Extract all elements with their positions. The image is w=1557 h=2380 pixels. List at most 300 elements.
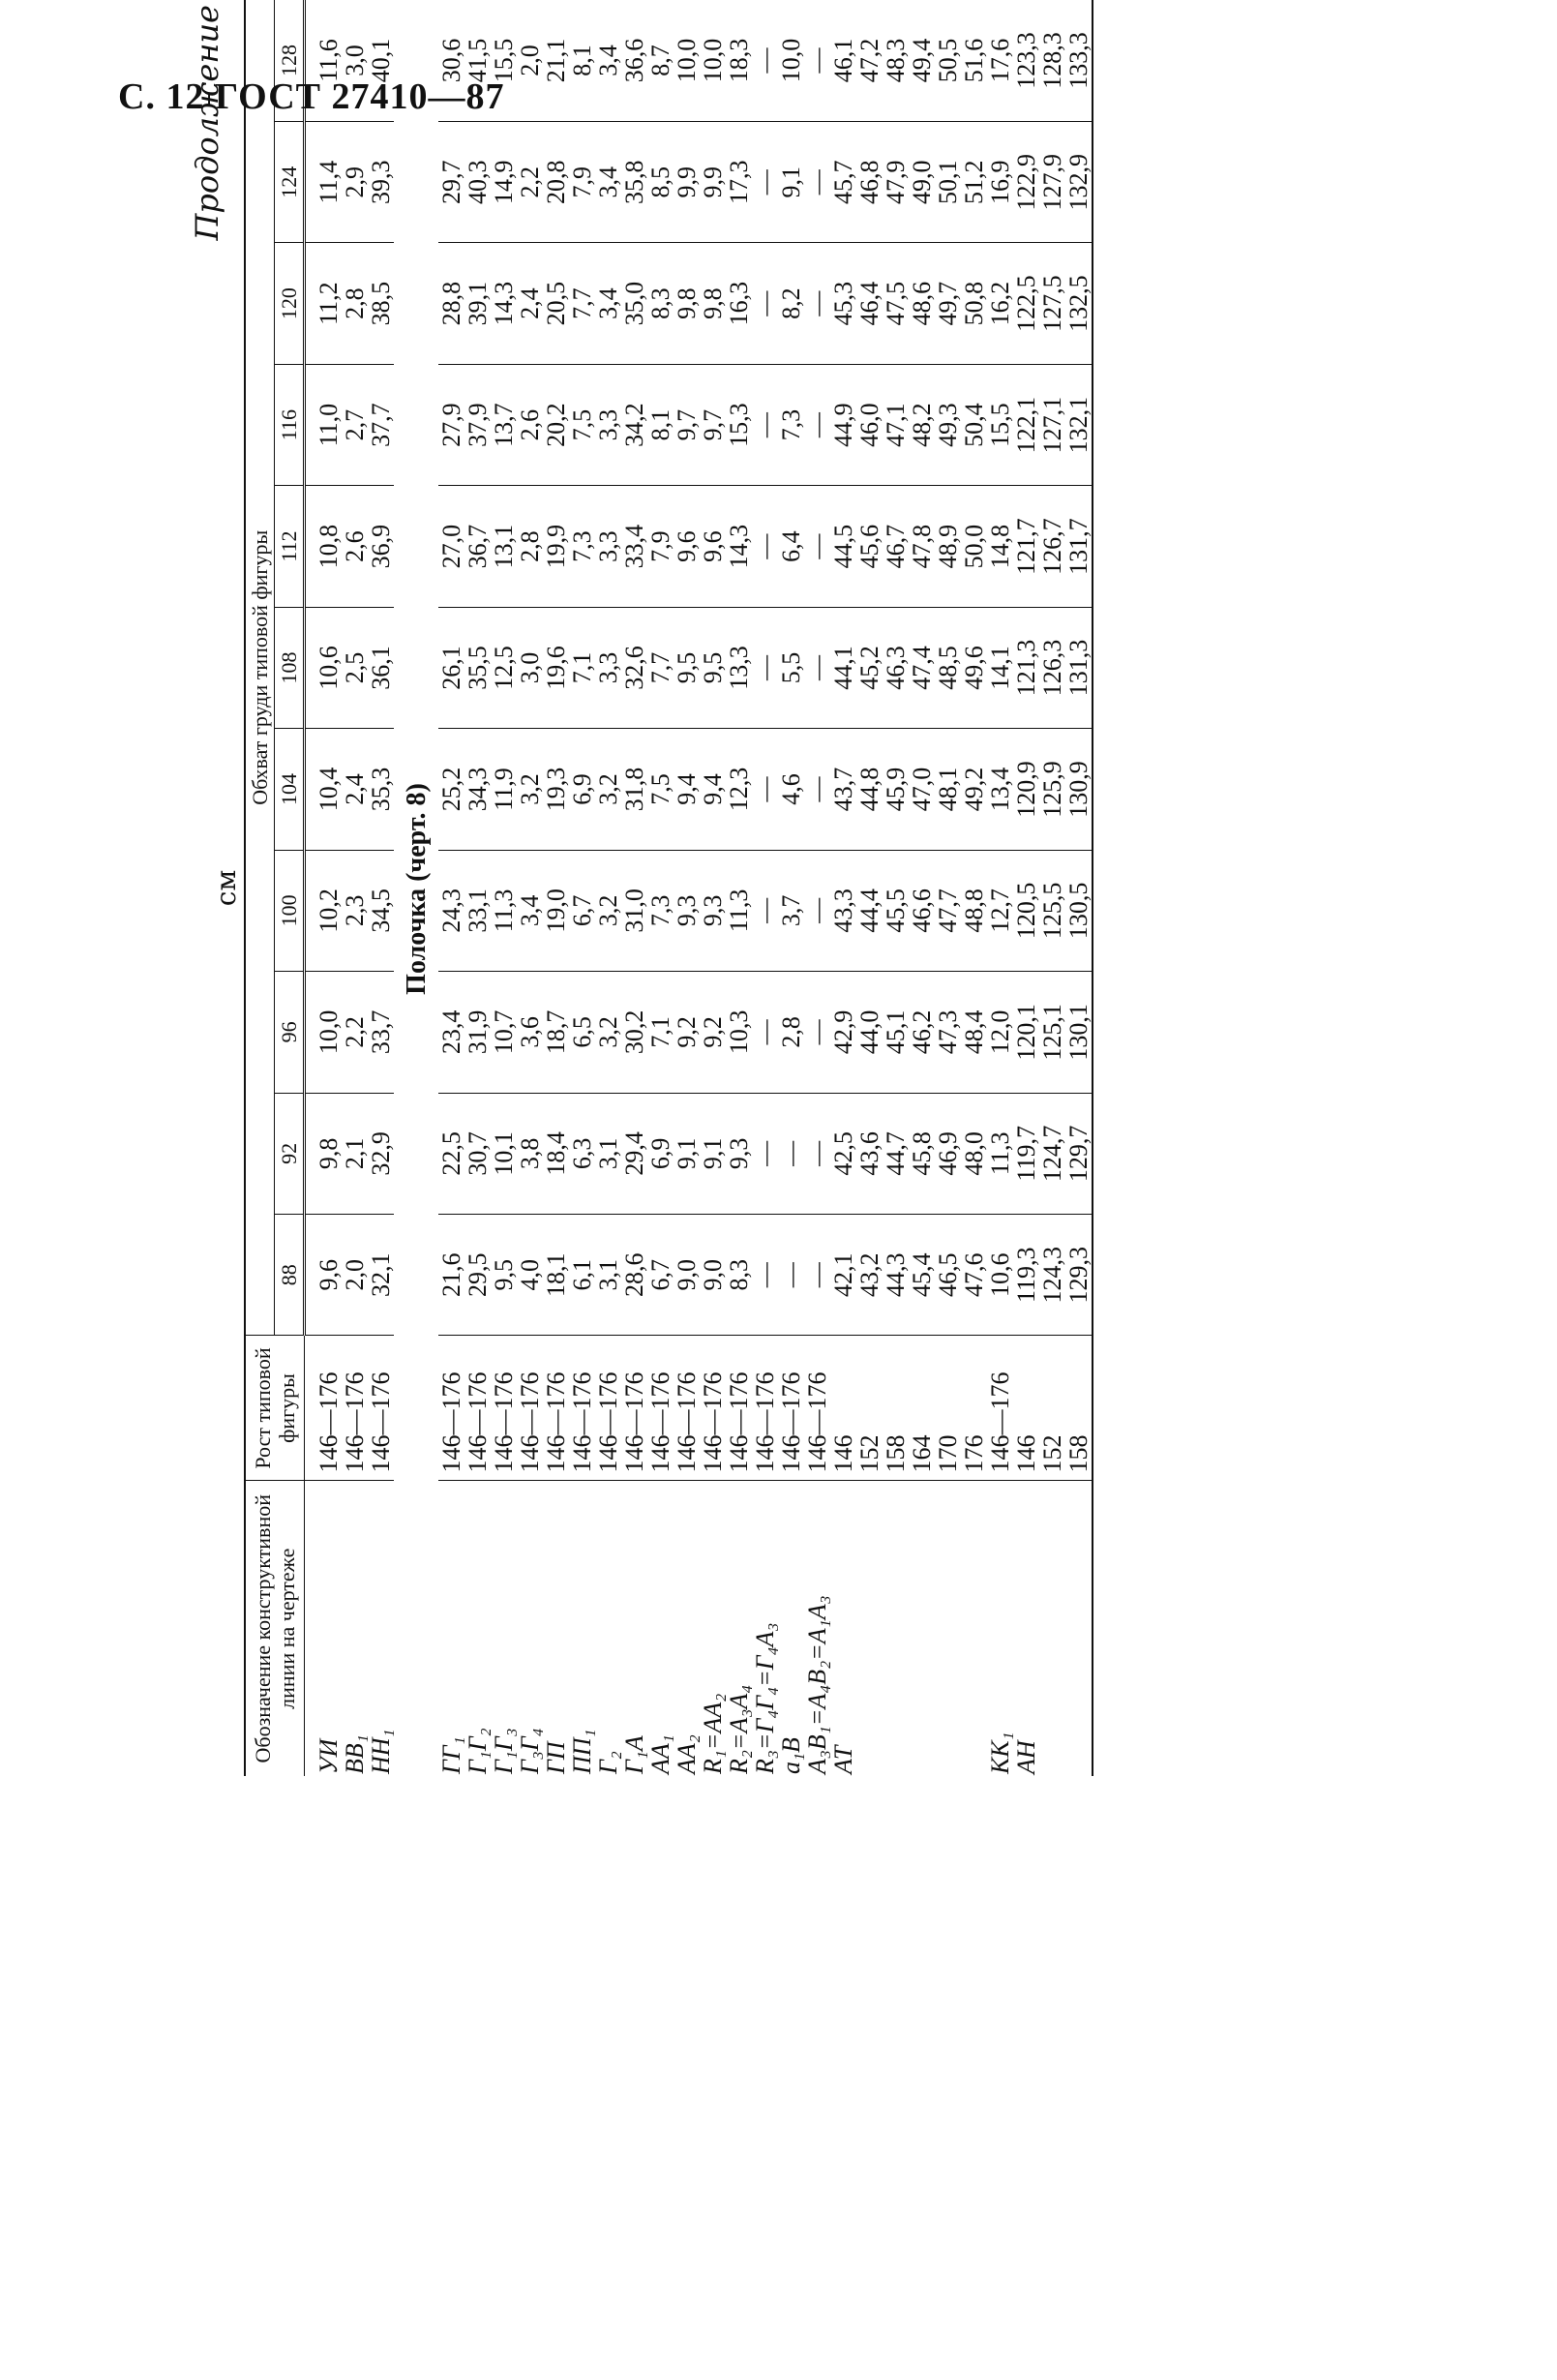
line-designation: R₁=АА₂ bbox=[700, 1481, 726, 1776]
value-cell: 35,5 bbox=[464, 607, 491, 728]
value-cell: 39,3 bbox=[368, 121, 394, 242]
value-cell: 37,9 bbox=[464, 364, 491, 485]
value-cell: 7,5 bbox=[647, 729, 674, 850]
value-cell: 22,5 bbox=[438, 1093, 464, 1214]
value-cell: 34,5 bbox=[368, 850, 394, 971]
value-cell: 3,2 bbox=[595, 850, 621, 971]
value-cell: 19,6 bbox=[543, 607, 569, 728]
value-cell: 9,4 bbox=[674, 729, 700, 850]
value-cell: 3,4 bbox=[595, 0, 621, 121]
value-cell: 47,1 bbox=[883, 364, 909, 485]
value-cell: 13,1 bbox=[491, 486, 517, 607]
value-cell: 122,1 bbox=[1013, 364, 1039, 485]
value-cell: 123,3 bbox=[1013, 0, 1039, 121]
value-cell: 20,8 bbox=[543, 121, 569, 242]
value-cell: 49,6 bbox=[961, 607, 987, 728]
value-cell: 132,9 bbox=[1065, 121, 1093, 242]
value-cell: 48,4 bbox=[961, 972, 987, 1093]
value-cell: 35,8 bbox=[621, 121, 647, 242]
line-designation: R₃=Г₄Г₄=Г₄А₃ bbox=[752, 1481, 778, 1776]
value-cell: 19,0 bbox=[543, 850, 569, 971]
value-cell: 30,2 bbox=[621, 972, 647, 1093]
value-cell: 3,3 bbox=[595, 486, 621, 607]
value-cell: 8,1 bbox=[569, 0, 595, 121]
value-cell: 48,5 bbox=[935, 607, 961, 728]
value-cell: 130,9 bbox=[1065, 729, 1093, 850]
value-cell: 47,2 bbox=[856, 0, 883, 121]
value-cell: 12,5 bbox=[491, 607, 517, 728]
value-cell: 10,4 bbox=[315, 729, 342, 850]
value-cell: 125,9 bbox=[1039, 729, 1065, 850]
value-cell: 6,3 bbox=[569, 1093, 595, 1214]
value-cell: 44,1 bbox=[830, 607, 856, 728]
value-cell: 45,5 bbox=[883, 850, 909, 971]
value-cell: — bbox=[804, 243, 830, 364]
table-row bbox=[315, 0, 342, 1776]
table-row bbox=[1065, 0, 1093, 1776]
value-cell: 36,6 bbox=[621, 0, 647, 121]
value-cell: 7,7 bbox=[647, 607, 674, 728]
value-cell: — bbox=[804, 364, 830, 485]
value-cell: 122,5 bbox=[1013, 243, 1039, 364]
value-cell: 9,8 bbox=[315, 1093, 342, 1214]
value-cell: 9,5 bbox=[491, 1215, 517, 1336]
value-cell: 29,4 bbox=[621, 1093, 647, 1214]
value-cell: 2,1 bbox=[342, 1093, 368, 1214]
page-header: С. 12 ГОСТ 27410—87 bbox=[118, 76, 505, 117]
value-cell: 49,2 bbox=[961, 729, 987, 850]
line-designation: УИ bbox=[315, 1481, 342, 1776]
line-designation: Г₁Г₃ bbox=[491, 1481, 517, 1776]
value-cell: 44,9 bbox=[830, 364, 856, 485]
value-cell: 50,8 bbox=[961, 243, 987, 364]
value-cell: 11,3 bbox=[726, 850, 752, 971]
value-cell: 29,7 bbox=[438, 121, 464, 242]
value-cell: 16,9 bbox=[987, 121, 1013, 242]
value-cell: 10,2 bbox=[315, 850, 342, 971]
value-cell: 16,2 bbox=[987, 243, 1013, 364]
line-designation: Г₃Г₄ bbox=[517, 1481, 543, 1776]
value-cell: — bbox=[752, 121, 778, 242]
value-cell: — bbox=[752, 1215, 778, 1336]
value-cell: 46,7 bbox=[883, 486, 909, 607]
header-designation: Обозначение конструктивной линии на чертеже bbox=[245, 1481, 305, 1776]
value-cell: 20,2 bbox=[543, 364, 569, 485]
value-cell: 7,5 bbox=[569, 364, 595, 485]
value-cell: 129,3 bbox=[1065, 1215, 1093, 1336]
value-cell: 7,1 bbox=[647, 972, 674, 1093]
line-designation: А₃В₁=А₄В₂=А₁А₃ bbox=[804, 1481, 830, 1776]
header-height: Рост типовой фигуры bbox=[245, 1336, 305, 1481]
value-cell: 7,7 bbox=[569, 243, 595, 364]
line-designation bbox=[1039, 1481, 1065, 1776]
value-cell: 14,1 bbox=[987, 607, 1013, 728]
height-value: 152 bbox=[1039, 1336, 1065, 1481]
table-row bbox=[438, 0, 464, 1776]
value-cell: 2,4 bbox=[517, 243, 543, 364]
value-cell: 126,7 bbox=[1039, 486, 1065, 607]
value-cell: — bbox=[752, 607, 778, 728]
table-row bbox=[647, 0, 674, 1776]
value-cell: 48,9 bbox=[935, 486, 961, 607]
height-value: 146—176 bbox=[569, 1336, 595, 1481]
measurements-table bbox=[244, 0, 1093, 1776]
value-cell: — bbox=[804, 1093, 830, 1214]
value-cell: 17,6 bbox=[987, 0, 1013, 121]
value-cell: 46,0 bbox=[856, 364, 883, 485]
value-cell: — bbox=[804, 486, 830, 607]
value-cell: 27,0 bbox=[438, 486, 464, 607]
value-cell: 26,1 bbox=[438, 607, 464, 728]
table-row bbox=[778, 0, 804, 1776]
value-cell: 2,6 bbox=[342, 486, 368, 607]
table-row bbox=[1013, 0, 1039, 1776]
value-cell: 44,8 bbox=[856, 729, 883, 850]
value-cell: 2,0 bbox=[517, 0, 543, 121]
value-cell: 11,9 bbox=[491, 729, 517, 850]
value-cell: 50,1 bbox=[935, 121, 961, 242]
value-cell: 119,7 bbox=[1013, 1093, 1039, 1214]
value-cell: 10,0 bbox=[700, 0, 726, 121]
value-cell: 24,3 bbox=[438, 850, 464, 971]
value-cell: 18,4 bbox=[543, 1093, 569, 1214]
value-cell: 48,3 bbox=[883, 0, 909, 121]
height-value: 158 bbox=[1065, 1336, 1093, 1481]
table-row bbox=[342, 0, 368, 1776]
value-cell: 14,3 bbox=[726, 486, 752, 607]
table-row bbox=[909, 0, 935, 1776]
value-cell: 18,1 bbox=[543, 1215, 569, 1336]
spacer-cell bbox=[305, 1481, 316, 1776]
table-row bbox=[883, 0, 909, 1776]
value-cell: 40,1 bbox=[368, 0, 394, 121]
value-cell: 9,1 bbox=[700, 1093, 726, 1214]
height-value: 158 bbox=[883, 1336, 909, 1481]
value-cell: 14,8 bbox=[987, 486, 1013, 607]
value-cell: 45,4 bbox=[909, 1215, 935, 1336]
value-cell: 130,1 bbox=[1065, 972, 1093, 1093]
value-cell: 6,1 bbox=[569, 1215, 595, 1336]
value-cell: 2,7 bbox=[342, 364, 368, 485]
value-cell: 3,3 bbox=[595, 607, 621, 728]
table-row bbox=[491, 0, 517, 1776]
size-header-108: 108 bbox=[275, 607, 305, 728]
value-cell: 9,8 bbox=[700, 243, 726, 364]
value-cell: 127,9 bbox=[1039, 121, 1065, 242]
value-cell: — bbox=[804, 121, 830, 242]
table-row bbox=[621, 0, 647, 1776]
table-row bbox=[961, 0, 987, 1776]
value-cell: 47,6 bbox=[961, 1215, 987, 1336]
value-cell: 42,5 bbox=[830, 1093, 856, 1214]
height-value: 176 bbox=[961, 1336, 987, 1481]
value-cell: 36,1 bbox=[368, 607, 394, 728]
value-cell: 51,2 bbox=[961, 121, 987, 242]
value-cell: 12,0 bbox=[987, 972, 1013, 1093]
section-row bbox=[394, 0, 438, 1776]
table-row bbox=[543, 0, 569, 1776]
value-cell: 45,2 bbox=[856, 607, 883, 728]
value-cell: 28,6 bbox=[621, 1215, 647, 1336]
value-cell: 45,8 bbox=[909, 1093, 935, 1214]
value-cell: 44,3 bbox=[883, 1215, 909, 1336]
value-cell: 50,5 bbox=[935, 0, 961, 121]
value-cell: 125,1 bbox=[1039, 972, 1065, 1093]
value-cell: 10,0 bbox=[778, 0, 804, 121]
value-cell: 10,7 bbox=[491, 972, 517, 1093]
value-cell: 7,3 bbox=[569, 486, 595, 607]
value-cell: 124,7 bbox=[1039, 1093, 1065, 1214]
value-cell: 27,9 bbox=[438, 364, 464, 485]
value-cell: 19,9 bbox=[543, 486, 569, 607]
value-cell: 39,1 bbox=[464, 243, 491, 364]
value-cell: 122,9 bbox=[1013, 121, 1039, 242]
value-cell: 47,5 bbox=[883, 243, 909, 364]
value-cell: 12,3 bbox=[726, 729, 752, 850]
size-header-92: 92 bbox=[275, 1093, 305, 1214]
size-header-128: 128 bbox=[275, 0, 305, 121]
value-cell: 6,9 bbox=[569, 729, 595, 850]
value-cell: 3,4 bbox=[595, 243, 621, 364]
value-cell: 4,6 bbox=[778, 729, 804, 850]
line-designation: R₂=А₃А₄ bbox=[726, 1481, 752, 1776]
height-value: 146—176 bbox=[438, 1336, 464, 1481]
height-value: 146—176 bbox=[342, 1336, 368, 1481]
value-cell: 133,3 bbox=[1065, 0, 1093, 121]
value-cell: 46,2 bbox=[909, 972, 935, 1093]
line-designation bbox=[935, 1481, 961, 1776]
line-designation: АТ bbox=[830, 1481, 856, 1776]
value-cell: 43,6 bbox=[856, 1093, 883, 1214]
table-row bbox=[935, 0, 961, 1776]
value-cell: — bbox=[778, 1215, 804, 1336]
height-value: 146—176 bbox=[804, 1336, 830, 1481]
value-cell: 18,7 bbox=[543, 972, 569, 1093]
value-cell: 2,2 bbox=[517, 121, 543, 242]
height-value: 146—176 bbox=[621, 1336, 647, 1481]
value-cell: 9,0 bbox=[700, 1215, 726, 1336]
line-designation bbox=[1065, 1481, 1093, 1776]
value-cell: 30,7 bbox=[464, 1093, 491, 1214]
value-cell: 47,7 bbox=[935, 850, 961, 971]
value-cell: 47,3 bbox=[935, 972, 961, 1093]
height-value: 146—176 bbox=[726, 1336, 752, 1481]
value-cell: — bbox=[804, 729, 830, 850]
value-cell: — bbox=[752, 364, 778, 485]
value-cell: 3,6 bbox=[517, 972, 543, 1093]
value-cell: 47,4 bbox=[909, 607, 935, 728]
size-header-120: 120 bbox=[275, 243, 305, 364]
value-cell: — bbox=[752, 972, 778, 1093]
value-cell: 11,3 bbox=[987, 1093, 1013, 1214]
height-value: 146—176 bbox=[543, 1336, 569, 1481]
value-cell: 10,6 bbox=[315, 607, 342, 728]
value-cell: 35,3 bbox=[368, 729, 394, 850]
value-cell: 9,2 bbox=[674, 972, 700, 1093]
value-cell: 13,3 bbox=[726, 607, 752, 728]
height-value: 146—176 bbox=[647, 1336, 674, 1481]
value-cell: 47,9 bbox=[883, 121, 909, 242]
value-cell: 132,1 bbox=[1065, 364, 1093, 485]
value-cell: 49,7 bbox=[935, 243, 961, 364]
table-row bbox=[856, 0, 883, 1776]
value-cell: 46,8 bbox=[856, 121, 883, 242]
line-designation: АН bbox=[1013, 1481, 1039, 1776]
value-cell: 28,8 bbox=[438, 243, 464, 364]
value-cell: 47,8 bbox=[909, 486, 935, 607]
size-header-116: 116 bbox=[275, 364, 305, 485]
value-cell: 13,7 bbox=[491, 364, 517, 485]
height-value: 146—176 bbox=[700, 1336, 726, 1481]
value-cell: 20,5 bbox=[543, 243, 569, 364]
value-cell: 7,9 bbox=[569, 121, 595, 242]
value-cell: 34,2 bbox=[621, 364, 647, 485]
value-cell: 2,5 bbox=[342, 607, 368, 728]
value-cell: 7,9 bbox=[647, 486, 674, 607]
value-cell: 11,4 bbox=[315, 121, 342, 242]
value-cell: 9,9 bbox=[674, 121, 700, 242]
value-cell: — bbox=[752, 729, 778, 850]
value-cell: — bbox=[752, 486, 778, 607]
value-cell: 3,0 bbox=[517, 607, 543, 728]
value-cell: 8,5 bbox=[647, 121, 674, 242]
value-cell: — bbox=[752, 850, 778, 971]
value-cell: 46,6 bbox=[909, 850, 935, 971]
value-cell: 29,5 bbox=[464, 1215, 491, 1336]
value-cell: 25,2 bbox=[438, 729, 464, 850]
value-cell: 8,7 bbox=[647, 0, 674, 121]
value-cell: 11,3 bbox=[491, 850, 517, 971]
value-cell: 21,1 bbox=[543, 0, 569, 121]
value-cell: 46,1 bbox=[830, 0, 856, 121]
height-value: 170 bbox=[935, 1336, 961, 1481]
value-cell: 7,3 bbox=[647, 850, 674, 971]
value-cell: 33,4 bbox=[621, 486, 647, 607]
height-value: 146—176 bbox=[368, 1336, 394, 1481]
table-row bbox=[569, 0, 595, 1776]
header-chest-girth: Обхват груди типовой фигуры bbox=[245, 0, 275, 1336]
value-cell: 3,1 bbox=[595, 1215, 621, 1336]
value-cell: 45,3 bbox=[830, 243, 856, 364]
value-cell: 9,9 bbox=[700, 121, 726, 242]
value-cell: 9,2 bbox=[700, 972, 726, 1093]
value-cell: 128,3 bbox=[1039, 0, 1065, 121]
value-cell: 32,9 bbox=[368, 1093, 394, 1214]
value-cell: 43,2 bbox=[856, 1215, 883, 1336]
value-cell: 9,3 bbox=[700, 850, 726, 971]
line-designation: а₁В bbox=[778, 1481, 804, 1776]
value-cell: 12,7 bbox=[987, 850, 1013, 971]
value-cell: 50,4 bbox=[961, 364, 987, 485]
value-cell: 6,7 bbox=[647, 1215, 674, 1336]
value-cell: 18,3 bbox=[726, 0, 752, 121]
rotated-table-area bbox=[189, 0, 1456, 1776]
value-cell: 121,7 bbox=[1013, 486, 1039, 607]
value-cell: 44,0 bbox=[856, 972, 883, 1093]
value-cell: 120,9 bbox=[1013, 729, 1039, 850]
height-value: 152 bbox=[856, 1336, 883, 1481]
value-cell: 9,7 bbox=[674, 364, 700, 485]
value-cell: 47,0 bbox=[909, 729, 935, 850]
value-cell: 37,7 bbox=[368, 364, 394, 485]
value-cell: — bbox=[752, 1093, 778, 1214]
value-cell: 32,1 bbox=[368, 1215, 394, 1336]
height-value: 146—176 bbox=[464, 1336, 491, 1481]
value-cell: — bbox=[804, 0, 830, 121]
height-value: 146—176 bbox=[517, 1336, 543, 1481]
value-cell: — bbox=[804, 972, 830, 1093]
value-cell: 34,3 bbox=[464, 729, 491, 850]
line-designation: ГГ₁ bbox=[438, 1481, 464, 1776]
value-cell: 9,3 bbox=[674, 850, 700, 971]
line-designation: Г₂ bbox=[595, 1481, 621, 1776]
value-cell: 127,1 bbox=[1039, 364, 1065, 485]
value-cell: 6,7 bbox=[569, 850, 595, 971]
value-cell: 10,8 bbox=[315, 486, 342, 607]
line-designation: ПП₁ bbox=[569, 1481, 595, 1776]
height-value: 146—176 bbox=[315, 1336, 342, 1481]
value-cell: 30,6 bbox=[438, 0, 464, 121]
table-row bbox=[700, 0, 726, 1776]
value-cell: 32,6 bbox=[621, 607, 647, 728]
line-designation bbox=[856, 1481, 883, 1776]
size-header-104: 104 bbox=[275, 729, 305, 850]
value-cell: 8,2 bbox=[778, 243, 804, 364]
value-cell: 132,5 bbox=[1065, 243, 1093, 364]
value-cell: 9,8 bbox=[674, 243, 700, 364]
table-row bbox=[804, 0, 830, 1776]
value-cell: 3,2 bbox=[517, 729, 543, 850]
value-cell: 6,5 bbox=[569, 972, 595, 1093]
value-cell: 3,7 bbox=[778, 850, 804, 971]
value-cell: 9,7 bbox=[700, 364, 726, 485]
value-cell: 46,5 bbox=[935, 1215, 961, 1336]
value-cell: 9,4 bbox=[700, 729, 726, 850]
value-cell: — bbox=[804, 850, 830, 971]
value-cell: 21,6 bbox=[438, 1215, 464, 1336]
value-cell: 125,5 bbox=[1039, 850, 1065, 971]
table-row bbox=[752, 0, 778, 1776]
value-cell: 3,1 bbox=[595, 1093, 621, 1214]
value-cell: 2,6 bbox=[517, 364, 543, 485]
value-cell: 41,5 bbox=[464, 0, 491, 121]
value-cell: 16,3 bbox=[726, 243, 752, 364]
value-cell: 121,3 bbox=[1013, 607, 1039, 728]
table-row bbox=[368, 0, 394, 1776]
height-value: 146—176 bbox=[491, 1336, 517, 1481]
size-header-88: 88 bbox=[275, 1215, 305, 1336]
line-designation: АА₂ bbox=[674, 1481, 700, 1776]
continuation-label: Продолжение bbox=[189, 5, 225, 241]
height-value: 164 bbox=[909, 1336, 935, 1481]
line-designation bbox=[883, 1481, 909, 1776]
value-cell: 7,1 bbox=[569, 607, 595, 728]
value-cell: 11,2 bbox=[315, 243, 342, 364]
value-cell: 2,8 bbox=[778, 972, 804, 1093]
value-cell: 2,8 bbox=[517, 486, 543, 607]
value-cell: 9,5 bbox=[700, 607, 726, 728]
height-value: 146—176 bbox=[595, 1336, 621, 1481]
value-cell: 9,6 bbox=[674, 486, 700, 607]
line-designation: КК₁ bbox=[987, 1481, 1013, 1776]
value-cell: 9,6 bbox=[315, 1215, 342, 1336]
table-row bbox=[595, 0, 621, 1776]
size-header-124: 124 bbox=[275, 121, 305, 242]
value-cell: 2,8 bbox=[342, 243, 368, 364]
value-cell: 120,5 bbox=[1013, 850, 1039, 971]
value-cell: 130,5 bbox=[1065, 850, 1093, 971]
value-cell: 45,6 bbox=[856, 486, 883, 607]
